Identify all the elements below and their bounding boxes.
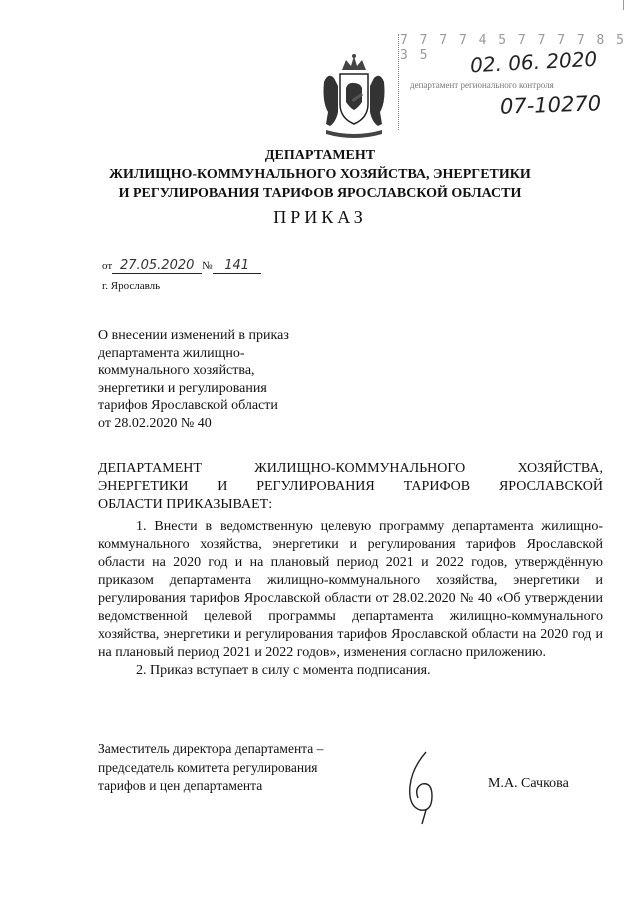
signatory-name: М.А. Сачкова bbox=[488, 776, 569, 791]
city: г. Ярославль bbox=[102, 280, 161, 292]
order-date-row bbox=[102, 258, 261, 274]
edge-mark bbox=[623, 0, 624, 10]
order-item-2: 2. Приказ вступает в силу с момента подписания. bbox=[136, 663, 431, 678]
subject-line: энергетики и регулирования bbox=[98, 380, 267, 396]
stamp-date: 02. 06. 2020 bbox=[469, 46, 598, 78]
subject-line: от 28.02.2020 № 40 bbox=[98, 415, 212, 431]
stamp-org-code: 7 7 7 7 4 5 7 7 7 7 8 5 3 5 bbox=[400, 33, 627, 63]
document-type: ПРИКАЗ bbox=[273, 207, 367, 227]
position-line: Заместитель директора департамента – bbox=[98, 741, 324, 756]
order-subject bbox=[98, 327, 358, 433]
department-title-line1: ДЕПАРТАМЕНТ bbox=[264, 148, 376, 163]
department-title-line2: ЖИЛИЩНО-КОММУНАЛЬНОГО ХОЗЯЙСТВА, ЭНЕРГЕТИКИ bbox=[109, 167, 531, 182]
subject-line: тарифов Ярославской области bbox=[98, 398, 278, 414]
signatory-position bbox=[98, 740, 388, 796]
order-date: 27.05.2020 bbox=[112, 258, 202, 274]
stamp-subtitle: департамент регионального контроля bbox=[410, 80, 554, 90]
department-title-line3: И РЕГУЛИРОВАНИЯ ТАРИФОВ ЯРОСЛАВСКОЙ ОБЛАСТИ bbox=[118, 186, 522, 201]
stamp-registration-number: 07-10270 bbox=[499, 91, 602, 119]
subject-line: коммунального хозяйства, bbox=[98, 363, 255, 379]
order-heading-line: ДЕПАРТАМЕНТ ЖИЛИЩНО-КОММУНАЛЬНОГО ХОЗЯЙСТВА, bbox=[98, 461, 603, 476]
subject-line: департамента жилищно- bbox=[98, 345, 245, 361]
handwritten-signature bbox=[396, 748, 456, 826]
order-heading-line: ОБЛАСТИ ПРИКАЗЫВАЕТ: bbox=[98, 497, 273, 512]
order-item-1: 1. Внести в ведомственную целевую программу департамента жилищно-коммунального хозяйства, энергетики и регулирования тарифов Ярославской области на 2020 год и на плановый период 2021 и 2022 годов, утверждённую приказом департамента жилищно-коммунального хозяйства, энергетики и регулирования тарифов Ярославской области от 28.02.2020 № 40 «Об утверждении ведомственной целевой программы департамента жилищно-коммунального хозяйства, энергетики и регулирования тарифов Ярославской области на 2020 год и на плановый период 2021 и 2022 годов», изменения согласно приложению. bbox=[98, 519, 603, 660]
order-heading bbox=[98, 460, 603, 514]
coat-of-arms-icon bbox=[318, 52, 390, 140]
order-number: 141 bbox=[213, 258, 261, 274]
order-heading-line: ЭНЕРГЕТИКИ И РЕГУЛИРОВАНИЯ ТАРИФОВ ЯРОСЛАВСКОЙ bbox=[98, 479, 603, 494]
position-line: председатель комитета регулирования bbox=[98, 759, 318, 775]
position-line: тарифов и цен департамента bbox=[98, 778, 263, 793]
subject-line: О внесении изменений в приказ bbox=[98, 328, 289, 343]
order-body bbox=[98, 518, 603, 680]
date-prefix: от bbox=[102, 260, 113, 272]
number-prefix: № bbox=[202, 260, 213, 272]
